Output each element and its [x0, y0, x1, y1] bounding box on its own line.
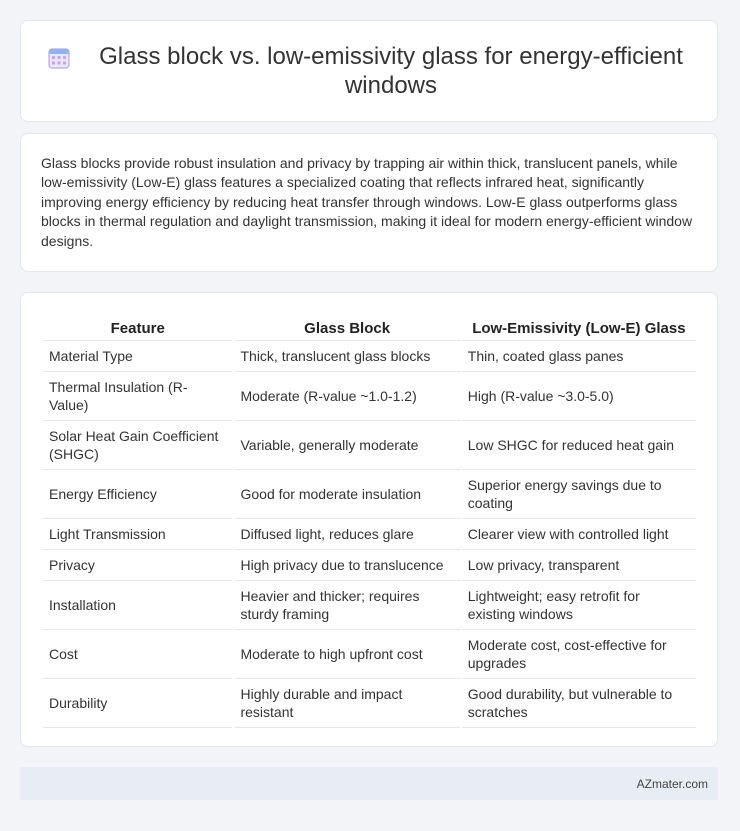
table-cell: Thermal Insulation (R-Value): [43, 372, 232, 421]
footer-bar: [20, 767, 718, 800]
page-title: Glass block vs. low-emissivity glass for energy-efficient windows: [99, 43, 683, 99]
table-cell: Low privacy, transparent: [462, 550, 696, 581]
table-cell: Diffused light, reduces glare: [234, 519, 459, 550]
table-row: [43, 550, 696, 581]
table-cell: Variable, generally moderate: [234, 421, 459, 470]
calendar-grid-icon: [47, 46, 71, 70]
table-cell: Superior energy savings due to coating: [462, 470, 696, 519]
table-cell: Durability: [43, 679, 232, 728]
table-row: [43, 470, 696, 519]
table-cell: Installation: [43, 581, 232, 630]
table-cell: Thick, translucent glass blocks: [234, 341, 459, 372]
table-cell: Heavier and thicker; requires sturdy framing: [234, 581, 459, 630]
table-cell: Clearer view with controlled light: [462, 519, 696, 550]
table-cell: Cost: [43, 630, 232, 679]
table-row: [43, 421, 696, 470]
table-row: [43, 581, 696, 630]
table-cell: Solar Heat Gain Coefficient (SHGC): [43, 421, 232, 470]
table-cell: Energy Efficiency: [43, 470, 232, 519]
title-card: [20, 20, 718, 122]
table-cell: Low SHGC for reduced heat gain: [462, 421, 696, 470]
table-cell: Moderate (R-value ~1.0-1.2): [234, 372, 459, 421]
table-row: [43, 341, 696, 372]
column-header-glass-block: Glass Block: [234, 315, 459, 341]
table-cell: Material Type: [43, 341, 232, 372]
table-row: [43, 519, 696, 550]
table-cell: Moderate to high upfront cost: [234, 630, 459, 679]
table-row: [43, 679, 696, 728]
intro-card: [20, 133, 718, 272]
table-cell: High (R-value ~3.0-5.0): [462, 372, 696, 421]
table-cell: Light Transmission: [43, 519, 232, 550]
table-cell: Lightweight; easy retrofit for existing windows: [462, 581, 696, 630]
table-row: [43, 630, 696, 679]
table-header-row: [43, 315, 696, 341]
table-cell: High privacy due to translucence: [234, 550, 459, 581]
column-header-feature: Feature: [43, 315, 232, 341]
table-cell: Privacy: [43, 550, 232, 581]
table-cell: Thin, coated glass panes: [462, 341, 696, 372]
column-header-low-e-glass: Low-Emissivity (Low-E) Glass: [462, 315, 696, 341]
table-cell: Good for moderate insulation: [234, 470, 459, 519]
footer-brand[interactable]: AZmater.com: [636, 776, 708, 791]
table-cell: Moderate cost, cost-effective for upgrades: [462, 630, 696, 679]
table-cell: Highly durable and impact resistant: [234, 679, 459, 728]
comparison-table: [41, 315, 698, 728]
comparison-table-card: [20, 292, 718, 747]
intro-paragraph: Glass blocks provide robust insulation and privacy by trapping air within thick, translucent panels, while low-emissivity (Low-E) glass features a specialized coating that reflects infrared heat, significantly improving energy efficiency by reducing heat transfer through windows. Low-E glass outperforms glass blocks in thermal regulation and daylight transmission, making it ideal for modern energy-efficient window designs.: [41, 155, 693, 249]
table-cell: Good durability, but vulnerable to scratches: [462, 679, 696, 728]
table-row: [43, 372, 696, 421]
